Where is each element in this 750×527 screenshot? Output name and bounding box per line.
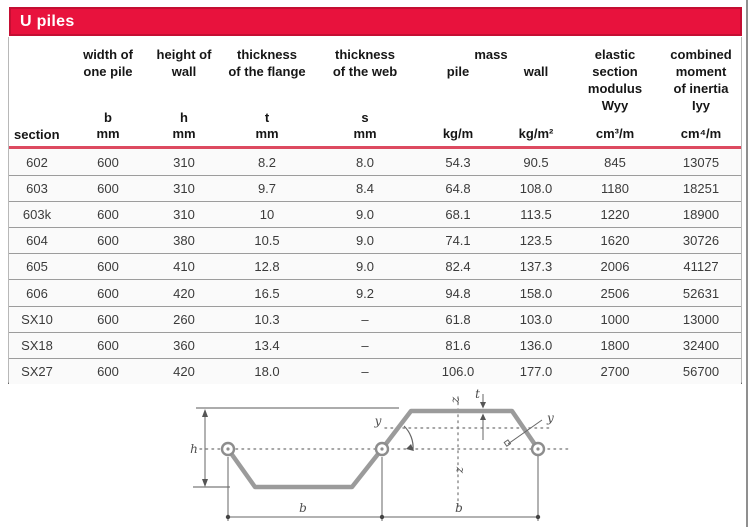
- cell-t: 10.3: [254, 311, 280, 327]
- cell-iyy: 18251: [682, 181, 720, 197]
- header-height-of-wall: [151, 37, 217, 146]
- header-thickness-flange: [217, 37, 317, 146]
- table-body: [9, 149, 741, 384]
- cell-section: 603k: [22, 207, 52, 223]
- cell-section: SX10: [21, 311, 53, 327]
- header-unit: mm: [96, 126, 120, 141]
- cell-t: 10.5: [254, 233, 280, 249]
- cell-b: 600: [97, 363, 119, 379]
- arrowhead: [202, 479, 208, 487]
- cell-wyy: 1180: [601, 181, 629, 197]
- header-mass-group: [413, 37, 569, 146]
- header-symbol-wyy: Wyy: [601, 98, 629, 113]
- screen-edge: [746, 0, 748, 527]
- table-row: [9, 227, 741, 253]
- table-row: [9, 358, 741, 384]
- cell-section: 602: [26, 154, 48, 170]
- cell-wyy: 1000: [600, 311, 630, 327]
- cell-iyy: 13075: [682, 154, 720, 170]
- cell-t: 9.7: [257, 181, 277, 197]
- table-header: [9, 37, 741, 149]
- cell-section: 604: [26, 233, 48, 249]
- cell-wall: 136.0: [519, 337, 553, 353]
- cell-h: 360: [173, 337, 195, 353]
- cell-h: 420: [173, 285, 195, 301]
- cell-s: –: [361, 337, 369, 353]
- cell-s: 9.2: [355, 285, 375, 301]
- header-symbol-iyy: Iyy: [691, 98, 711, 113]
- cell-h: 310: [173, 181, 195, 197]
- cell-wyy: 2506: [600, 285, 630, 301]
- cell-pile: 81.6: [445, 337, 471, 353]
- label-y-right: y: [547, 411, 554, 425]
- header-mass-pile: pile: [446, 64, 470, 79]
- arrowhead: [480, 414, 486, 421]
- cell-h: 410: [173, 259, 195, 275]
- cell-iyy: 41127: [683, 259, 719, 275]
- header-mass-wall: wall: [523, 64, 549, 79]
- cell-t: 12.8: [254, 259, 280, 275]
- header-line: one pile: [83, 64, 133, 79]
- table-row: [9, 306, 741, 332]
- header-line: wall: [171, 64, 197, 79]
- header-width-of-one-pile: [65, 37, 151, 146]
- header-symbol-b: b: [104, 110, 112, 125]
- label-t: t: [475, 388, 480, 401]
- cell-b: 600: [97, 154, 119, 170]
- table-row: [9, 149, 741, 175]
- cell-b: 600: [97, 233, 119, 249]
- cell-t: 16.5: [254, 285, 280, 301]
- header-unit: mm: [353, 126, 377, 141]
- cell-t: 18.0: [254, 363, 280, 379]
- cell-wall: 137.3: [519, 259, 553, 275]
- label-b-left: b: [299, 501, 307, 515]
- interlock-knob: [376, 443, 388, 455]
- header-line: height of: [156, 47, 212, 62]
- label-b-right: b: [455, 501, 463, 515]
- cell-b: 600: [97, 311, 119, 327]
- cell-b: 600: [97, 259, 119, 275]
- dimension-end-dot: [536, 515, 540, 519]
- cell-h: 310: [173, 207, 195, 223]
- header-line: modulus: [587, 81, 643, 96]
- header-symbol-h: h: [180, 110, 188, 125]
- arrowhead: [202, 409, 208, 417]
- cell-iyy: 52631: [682, 285, 720, 301]
- cell-pile: 68.1: [445, 207, 471, 223]
- header-unit: cm⁴/m: [680, 126, 722, 141]
- cell-pile: 82.4: [445, 259, 471, 275]
- cell-wyy: 1220: [600, 207, 630, 223]
- dimension-end-dot: [380, 515, 384, 519]
- cell-h: 380: [173, 233, 195, 249]
- cell-wyy: 1800: [600, 337, 630, 353]
- header-line: thickness: [335, 47, 395, 62]
- cell-s: 9.0: [355, 259, 375, 275]
- cell-pile: 106.0: [441, 363, 475, 379]
- header-mass: mass: [474, 47, 508, 62]
- banner-title: U piles: [20, 12, 75, 30]
- cell-h: 260: [173, 311, 195, 327]
- header-symbol-t: t: [264, 110, 270, 125]
- cell-pile: 64.8: [445, 181, 471, 197]
- table-row: [9, 175, 741, 201]
- cell-s: 8.0: [355, 154, 375, 170]
- cell-s: 9.0: [355, 207, 375, 223]
- header-unit: mm: [172, 126, 196, 141]
- header-unit: kg/m: [442, 126, 474, 141]
- cell-h: 420: [173, 363, 195, 379]
- cell-iyy: 30726: [682, 233, 720, 249]
- header-symbol-s: s: [361, 110, 369, 125]
- table-row: [9, 279, 741, 305]
- cell-b: 600: [97, 337, 119, 353]
- header-line: width of: [83, 47, 133, 62]
- label-z-top: z: [448, 396, 462, 404]
- label-z-bottom: z: [452, 466, 466, 474]
- cell-iyy: 18900: [682, 207, 720, 223]
- cell-b: 600: [97, 285, 119, 301]
- header-elastic-section-modulus: [569, 37, 661, 146]
- cell-iyy: 56700: [682, 363, 720, 379]
- label-y-left: y: [374, 414, 382, 428]
- cell-wyy: 845: [604, 154, 626, 170]
- header-line: moment: [675, 64, 727, 79]
- header-line: thickness: [237, 47, 297, 62]
- cell-wall: 103.0: [519, 311, 553, 327]
- header-line: of the flange: [228, 64, 306, 79]
- interlock-knob: [532, 443, 544, 455]
- header-section: section: [14, 127, 60, 142]
- cell-wyy: 2700: [600, 363, 630, 379]
- dimension-s-end-square: [504, 440, 510, 446]
- cell-pile: 61.8: [445, 311, 471, 327]
- cell-wall: 177.0: [519, 363, 553, 379]
- table-row: [9, 201, 741, 227]
- cell-wall: 90.5: [523, 154, 549, 170]
- header-unit: cm³/m: [595, 126, 635, 141]
- cell-pile: 74.1: [445, 233, 471, 249]
- section-banner: [9, 7, 742, 36]
- cell-wyy: 2006: [600, 259, 630, 275]
- cell-iyy: 32400: [682, 337, 720, 353]
- cell-b: 600: [97, 181, 119, 197]
- pile-cross-section-diagram: [180, 388, 580, 525]
- header-line: section: [592, 64, 638, 79]
- cell-wyy: 1620: [600, 233, 630, 249]
- cell-iyy: 13000: [682, 311, 720, 327]
- cell-section: 605: [26, 259, 48, 275]
- table-row: [9, 253, 741, 279]
- cell-wall: 158.0: [519, 285, 553, 301]
- cell-b: 600: [97, 207, 119, 223]
- cell-s: 9.0: [355, 233, 375, 249]
- cell-t: 10: [259, 207, 275, 223]
- header-line: of inertia: [673, 81, 729, 96]
- dimension-end-dot: [226, 515, 230, 519]
- cell-s: –: [361, 311, 369, 327]
- header-unit: mm: [255, 126, 279, 141]
- interlock-knob: [222, 443, 234, 455]
- header-unit: kg/m²: [518, 126, 554, 141]
- cell-t: 13.4: [254, 337, 280, 353]
- label-h: h: [190, 442, 198, 456]
- cell-section: SX27: [21, 363, 53, 379]
- arrowhead: [480, 402, 486, 409]
- header-line: combined: [670, 47, 732, 62]
- header-combined-moment-inertia: [661, 37, 741, 146]
- cell-s: –: [361, 363, 369, 379]
- cell-section: 603: [26, 181, 48, 197]
- cell-h: 310: [173, 154, 195, 170]
- dimension-s-line: [508, 420, 542, 444]
- u-piles-table: [8, 37, 742, 384]
- cell-wall: 123.5: [519, 233, 553, 249]
- table-row: [9, 332, 741, 358]
- cell-pile: 94.8: [445, 285, 471, 301]
- cell-wall: 108.0: [519, 181, 553, 197]
- header-line: of the web: [332, 64, 398, 79]
- cell-section: SX18: [21, 337, 53, 353]
- cell-section: 606: [26, 285, 48, 301]
- cell-pile: 54.3: [445, 154, 471, 170]
- cell-wall: 113.5: [520, 207, 552, 223]
- cell-t: 8.2: [257, 154, 277, 170]
- header-thickness-web: [317, 37, 413, 146]
- header-line: elastic: [594, 47, 636, 62]
- cell-s: 8.4: [355, 181, 375, 197]
